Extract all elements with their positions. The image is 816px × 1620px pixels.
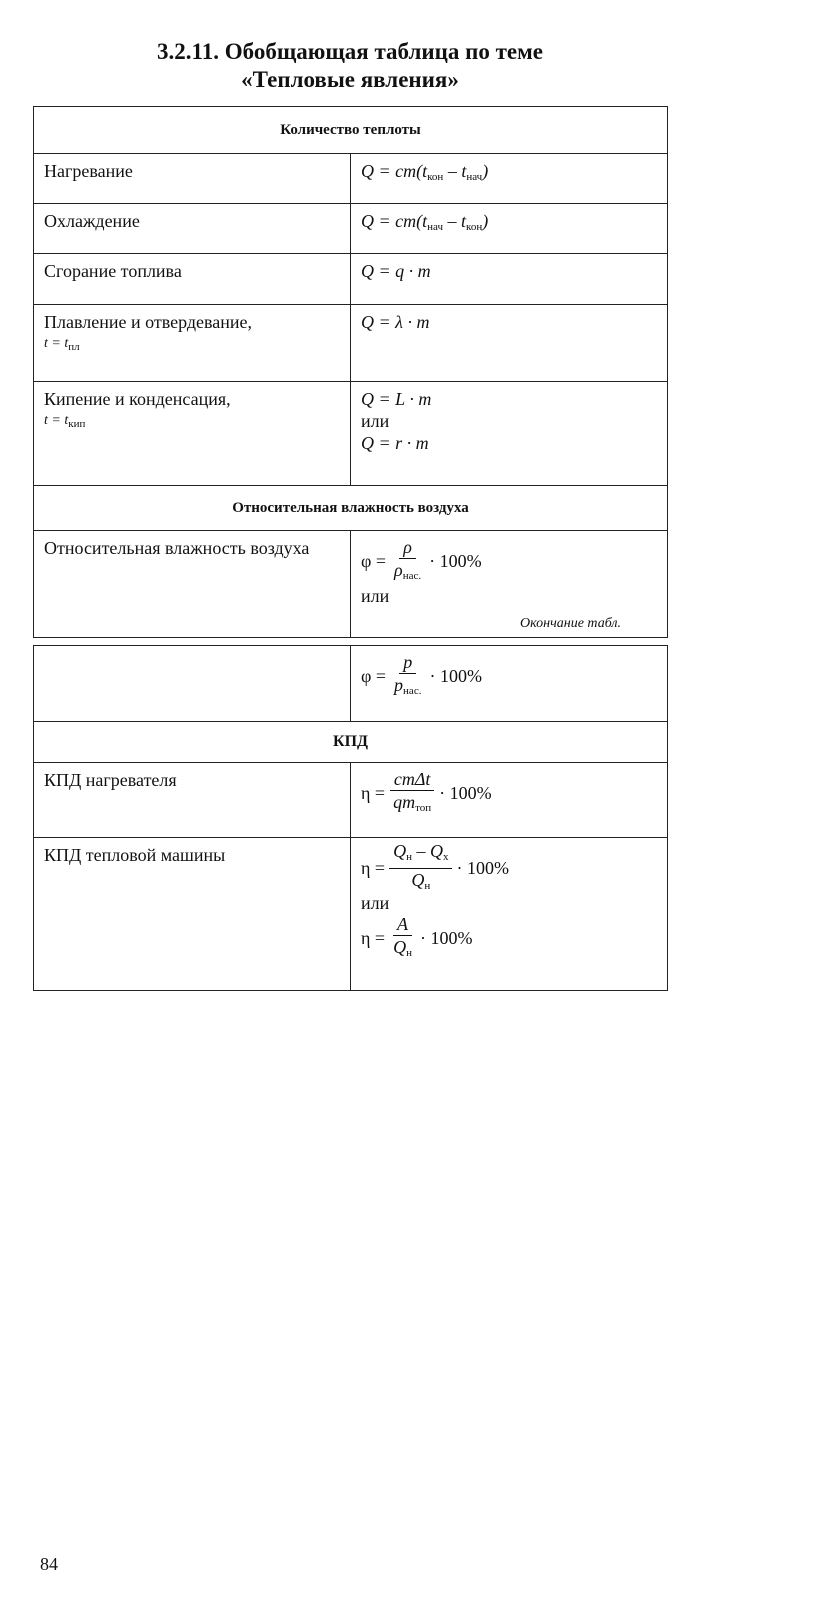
table-row [34,646,668,722]
continuation-label: Окончание табл. [520,616,621,631]
table-row [34,838,668,991]
row-label-cooling: Охлаждение [34,204,351,254]
table-row [34,763,668,838]
formula-humidity-2: φ = $\frac{p}{p_{нас.}}$ · 100% [351,646,668,722]
formula-heater: η = $\frac{\text{cmΔt}}{qm_{топ}}$ · 100% [351,763,668,838]
formula-engine: η = $\frac{Q_н - Q_х}{Q_н}$ · 100% или η = $\frac{A}{Q_н}$ · 100% [351,838,668,991]
row-label-boiling: Кипение и конденсация, $t = t_{кип}$ [34,382,351,486]
table-row [34,305,668,382]
table-row [34,204,668,254]
title-line-1: 3.2.11. Обобщающая таблица по теме [157,39,543,64]
table-row [34,382,668,486]
formula-heating: $Q = cm(t_{кон} - t_{нач})$ [351,154,668,204]
section-header-efficiency: КПД [34,722,668,763]
row-label-humidity: Относительная влажность воздуха [34,531,351,638]
row-label-melting: Плавление и отвердевание, $t = t_{пл}$ [34,305,351,382]
formula-humidity-1: φ = $\frac{\rho}{\rho_{нас.}}$ · 100% или [351,531,668,638]
row-label-empty [34,646,351,722]
row-label-heater: КПД нагревателя [34,763,351,838]
section-header-heat: Количество теплоты [34,107,668,154]
formula-combustion: Q = q · m [351,254,668,305]
formula-melting: Q = λ · m [351,305,668,382]
row-label-engine: КПД тепловой машины [34,838,351,991]
title-line-2: «Тепловые явления» [241,67,459,92]
table-row [34,254,668,305]
page-number: 84 [40,1554,58,1574]
formula-boiling: Q = L · m или Q = r · m [351,382,668,486]
page-title [0,38,700,94]
row-label-combustion: Сгорание топлива [34,254,351,305]
heat-table-part-2 [33,645,668,991]
section-header-humidity: Относительная влажность воздуха [34,486,668,531]
table-row [34,154,668,204]
row-label-heating: Нагревание [34,154,351,204]
formula-cooling: $Q = cm(t_{нач} - t_{кон})$ [351,204,668,254]
heat-table-part-1 [33,106,668,638]
